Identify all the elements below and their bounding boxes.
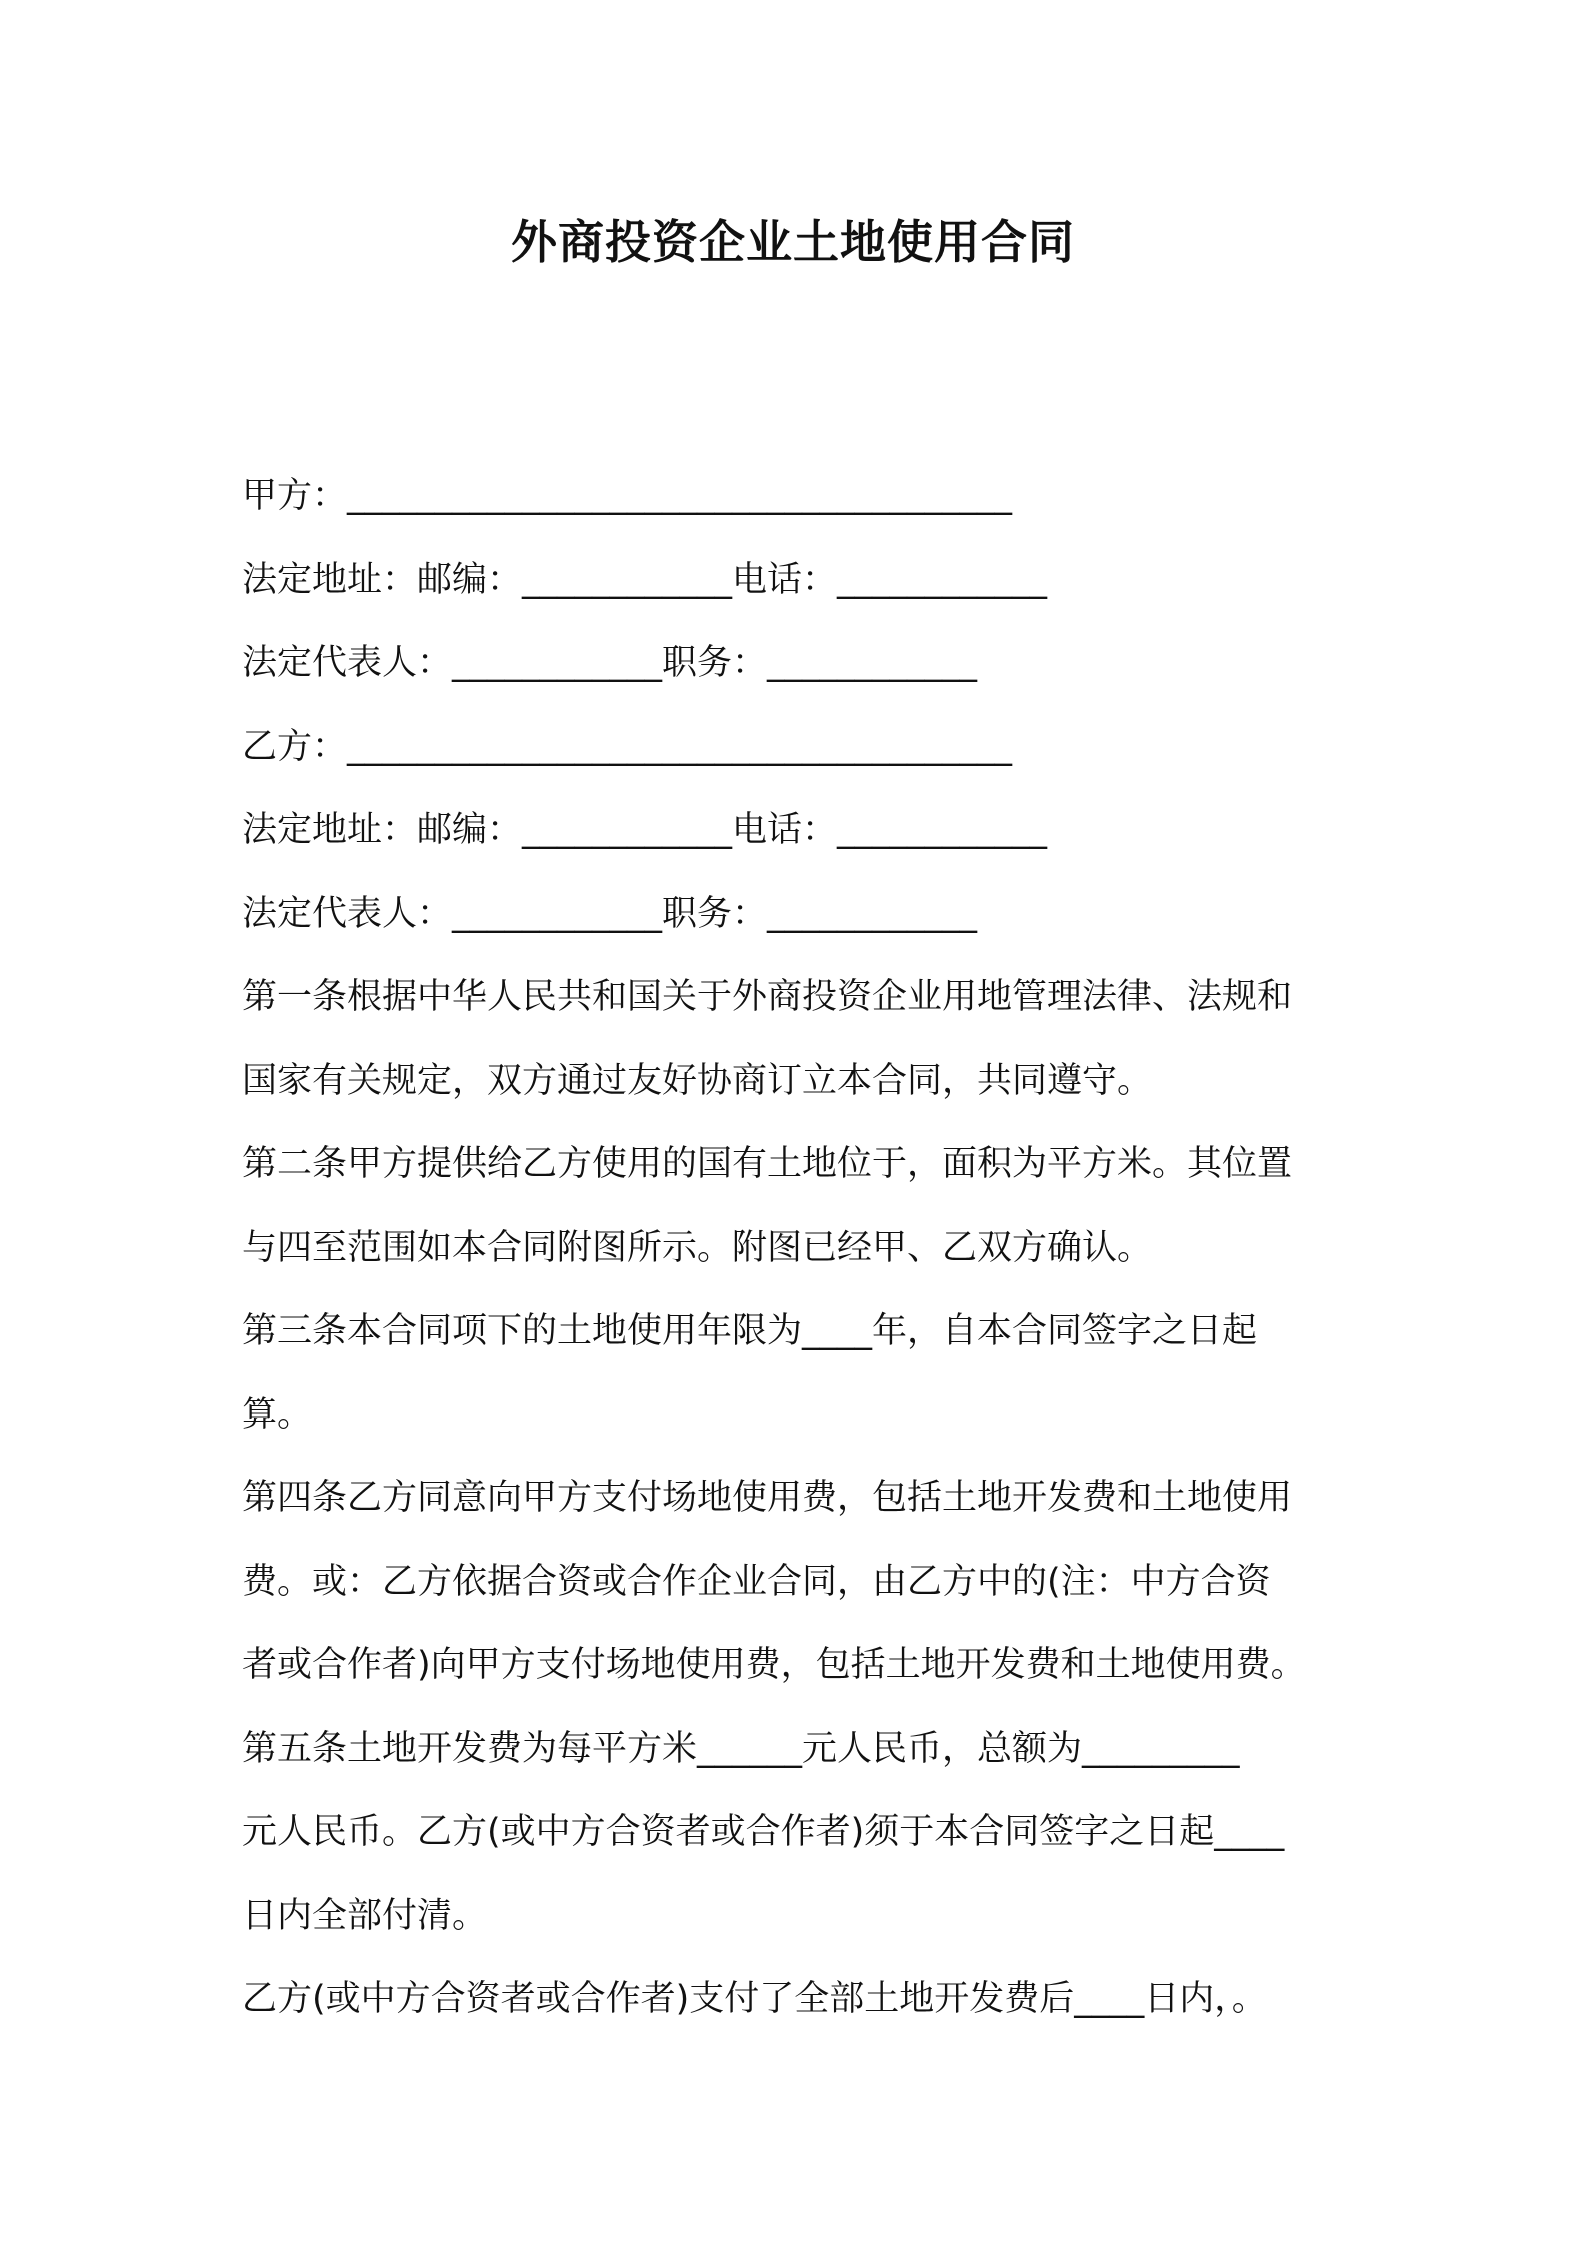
article-3-line-2: 算。 (242, 1394, 313, 1435)
article-5-line-3: 日内全部付清。 (242, 1895, 488, 1936)
document-body (242, 455, 1372, 2042)
document-title: 外商投资企业土地使用合同 (511, 215, 1075, 269)
article-5-line-1: 第五条土地开发费为每平方米______元人民币，总额为_________ (242, 1728, 1240, 1769)
article-4-line-3: 者或合作者)向甲方支付场地使用费，包括土地开发费和土地使用费。 (242, 1645, 1306, 1685)
party-a-address-line: 法定地址：邮编：____________电话：____________ (242, 559, 1048, 600)
party-a-line: 甲方：______________________________________ (242, 476, 1013, 516)
party-b-address-line: 法定地址：邮编：____________电话：____________ (242, 810, 1048, 850)
article-5-line-4: 乙方(或中方合资者或合作者)支付了全部土地开发费后____日内，。 (242, 1979, 1267, 2019)
party-a-representative-line: 法定代表人：____________职务：____________ (242, 643, 978, 683)
article-2-line-2: 与四至范围如本合同附图所示。附图已经甲、乙双方确认。 (242, 1227, 1153, 1268)
article-2-line-1: 第二条甲方提供给乙方使用的国有土地位于，面积为平方米。其位置 (242, 1144, 1293, 1184)
article-1-line-2: 国家有关规定，双方通过友好协商订立本合同，共同遵守。 (242, 1060, 1153, 1101)
article-5-line-2: 元人民币。乙方(或中方合资者或合作者)须于本合同签字之日起____ (242, 1812, 1285, 1852)
article-1-line-1: 第一条根据中华人民共和国关于外商投资企业用地管理法律、法规和 (242, 977, 1293, 1017)
article-4-line-2: 费。或：乙方依据合资或合作企业合同，由乙方中的(注：中方合资 (242, 1561, 1271, 1602)
party-b-line: 乙方：______________________________________ (242, 726, 1013, 767)
party-b-representative-line: 法定代表人：____________职务：____________ (242, 893, 978, 934)
article-3-line-1: 第三条本合同项下的土地使用年限为____年，自本合同签字之日起 (242, 1311, 1258, 1351)
article-4-line-1: 第四条乙方同意向甲方支付场地使用费，包括土地开发费和土地使用 (242, 1478, 1293, 1518)
